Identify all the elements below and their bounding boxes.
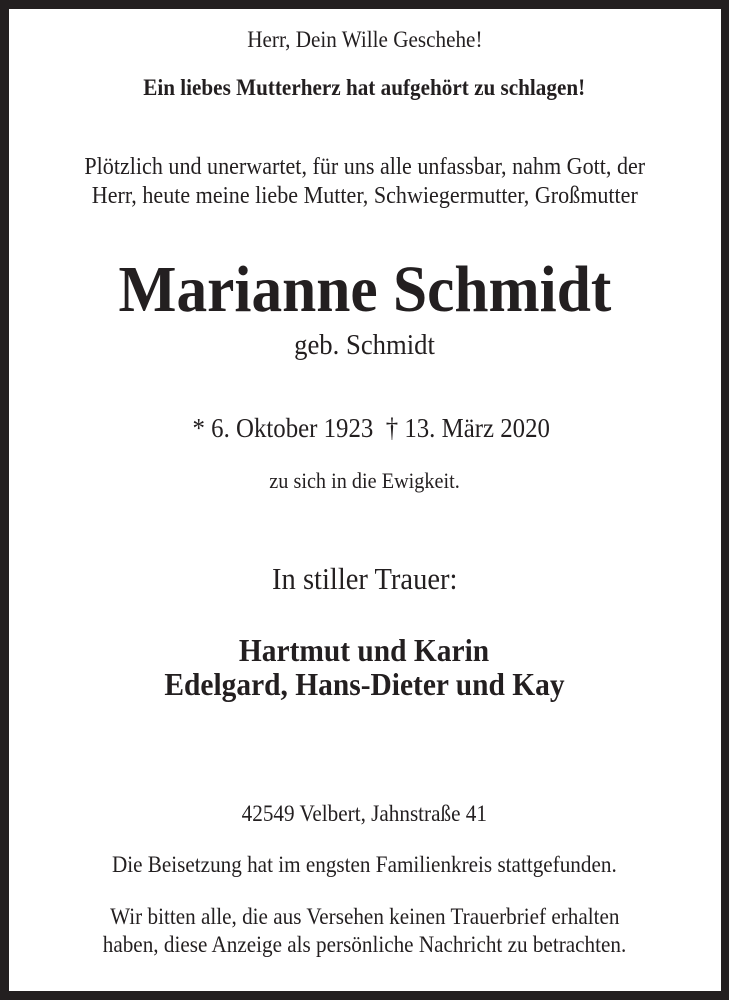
opening-verse-text: Herr, Dein Wille Geschehe! xyxy=(246,27,483,52)
mourning-heading xyxy=(0,561,729,597)
deceased-name xyxy=(0,250,729,330)
intro-line-2 xyxy=(0,183,729,210)
burial-note xyxy=(0,852,729,878)
request-line-1 xyxy=(0,904,729,930)
mourner-line-2-text: Edelgard, Hans-Dieter und Kay xyxy=(164,666,565,702)
closing-phrase-text: zu sich in die Ewigkeit. xyxy=(269,468,460,493)
mourning-heading-text: In stiller Trauer: xyxy=(271,561,458,596)
life-dates xyxy=(0,382,729,444)
mourner-line-2 xyxy=(0,666,729,703)
maiden-name xyxy=(0,329,729,362)
life-dates-text: * 6. Oktober 1923 † 13. März 2020 xyxy=(192,413,550,443)
address-text: 42549 Velbert, Jahnstraße 41 xyxy=(241,801,488,826)
address xyxy=(0,801,729,827)
request-line-2-text: haben, diese Anzeige als persönliche Nachricht zu betrachten. xyxy=(102,932,627,957)
burial-note-text: Die Beisetzung hat im engsten Familienkreis stattgefunden. xyxy=(112,852,617,877)
headline xyxy=(0,75,729,101)
headline-text: Ein liebes Mutterherz hat aufgehört zu schlagen! xyxy=(143,75,586,100)
mourner-line-1 xyxy=(0,632,729,669)
deceased-name-text: Marianne Schmidt xyxy=(118,253,611,326)
closing-phrase xyxy=(0,468,729,494)
intro-line-1 xyxy=(0,154,729,181)
request-line-2 xyxy=(0,932,729,958)
request-line-1-text: Wir bitten alle, die aus Versehen keinen Trauerbrief erhalten xyxy=(109,904,620,929)
intro-line-1-text: Plötzlich und unerwartet, für uns alle unfassbar, nahm Gott, der xyxy=(84,154,645,180)
intro-line-2-text: Herr, heute meine liebe Mutter, Schwiegermutter, Großmutter xyxy=(91,183,638,209)
mourner-line-1-text: Hartmut und Karin xyxy=(239,632,490,668)
maiden-name-text: geb. Schmidt xyxy=(294,329,435,361)
opening-verse xyxy=(0,27,729,53)
